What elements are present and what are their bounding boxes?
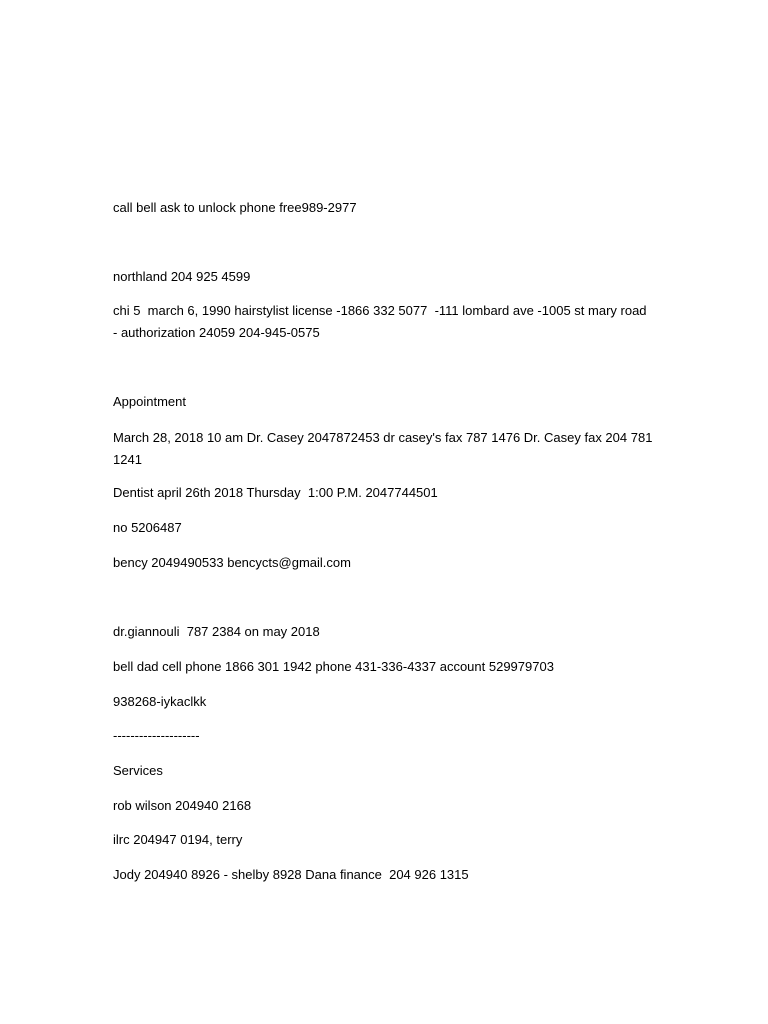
text-line: chi 5 march 6, 1990 hairstylist license -1866 332 5077 -111 lombard ave -1005 st mary road - authorization 24059 204-945-0575	[113, 303, 651, 340]
text-line: bency 2049490533 bencycts@gmail.com	[113, 555, 351, 570]
text-line: northland 204 925 4599	[113, 269, 251, 284]
text-line: Jody 204940 8926 - shelby 8928 Dana finance 204 926 1315	[113, 867, 469, 882]
text-line: bell dad cell phone 1866 301 1942 phone 431-336-4337 account 529979703	[113, 659, 554, 674]
section-heading: Services	[113, 763, 163, 778]
text-line: dr.giannouli 787 2384 on may 2018	[113, 624, 320, 639]
text-line: 938268-iykaclkk	[113, 694, 207, 709]
text-line: call bell ask to unlock phone free989-2977	[113, 200, 357, 215]
divider-line: --------------------	[113, 728, 200, 743]
text-line: no 5206487	[113, 520, 182, 535]
section-heading: Appointment	[113, 394, 186, 409]
text-line: rob wilson 204940 2168	[113, 798, 252, 813]
text-line: ilrc 204947 0194, terry	[113, 832, 243, 847]
text-line: March 28, 2018 10 am Dr. Casey 2047872453 dr casey's fax 787 1476 Dr. Casey fax 204 781 1241	[113, 430, 657, 467]
text-line: Dentist april 26th 2018 Thursday 1:00 P.M. 2047744501	[113, 485, 438, 500]
